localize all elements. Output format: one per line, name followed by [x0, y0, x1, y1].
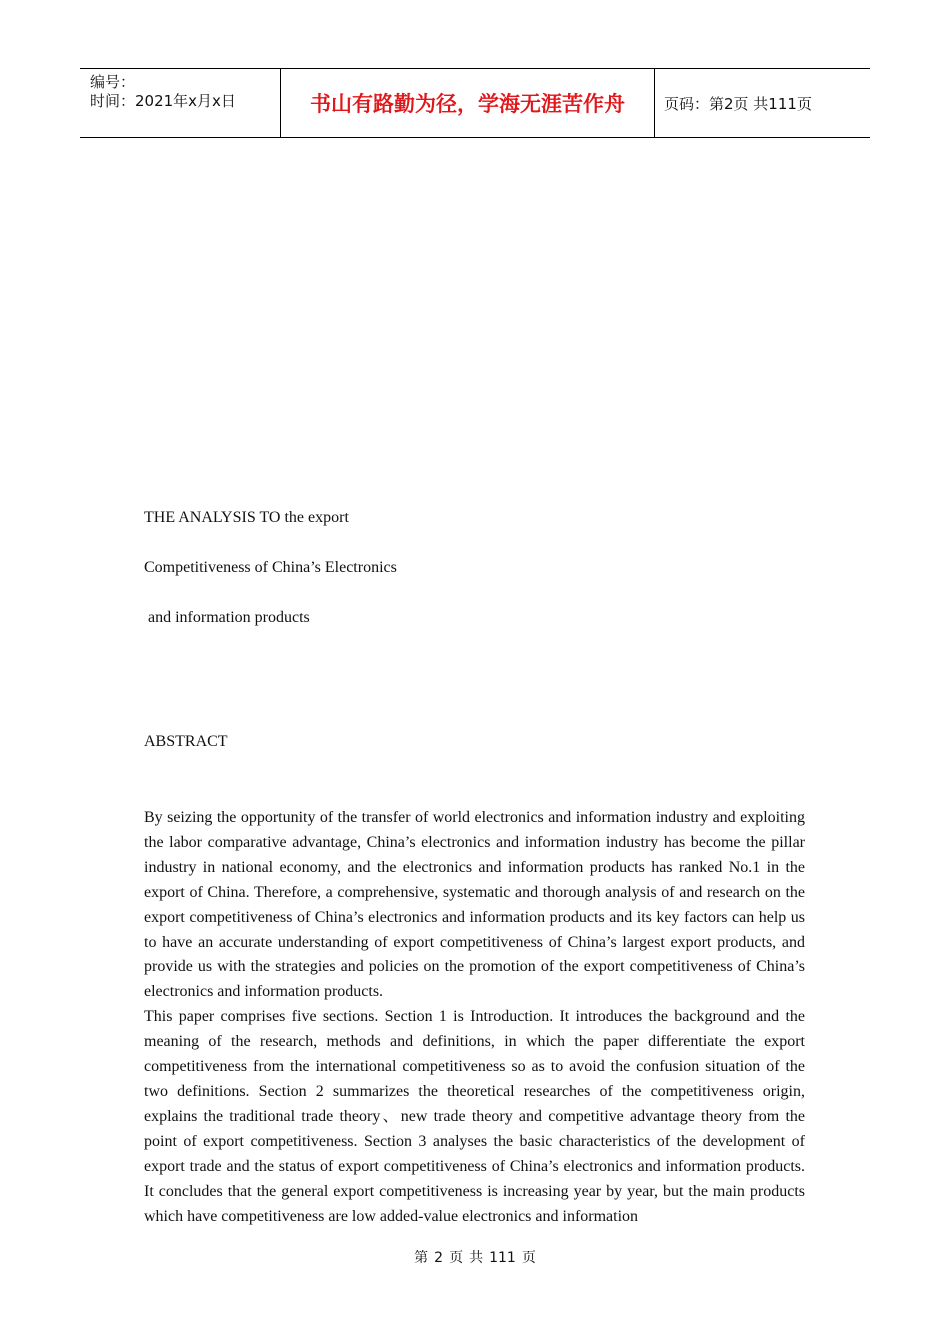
page-footer	[0, 1247, 950, 1267]
footer-total-pages: 111	[489, 1250, 516, 1266]
footer-word-ye-2: 页	[521, 1250, 536, 1266]
header-motto: 书山有路勤为径，学海无涯苦作舟	[281, 69, 655, 137]
footer-word-ye: 页	[449, 1250, 464, 1266]
title-line-3: and information products	[144, 609, 310, 626]
title-line-1: THE ANALYSIS TO the export	[144, 509, 349, 526]
title-line-2: Competitiveness of China’s Electronics	[144, 559, 397, 576]
code-label: 编号：	[90, 73, 136, 91]
footer-word-gong: 共	[469, 1250, 484, 1266]
time-label: 时间：2021年x月x日	[90, 92, 236, 110]
footer-page-number: 2	[434, 1250, 444, 1266]
abstract-paragraph-1: By seizing the opportunity of the transfer of world electronics and information industry and exploiting the labor comparative advantage, China’s electronics and information industry has become the pillar industry in national economy, and the electronics and information products has ranked No.1 in the export of China. Therefore, a comprehensive, systematic and thorough analysis of and research on the export competitiveness of China’s electronics and information products and its key factors can help us to have an accurate understanding of export competitiveness of China’s largest export products, and provide us with the strategies and policies on the promotion of the export competitiveness of China’s electronics and information products.	[144, 809, 805, 1001]
abstract-paragraph-2: This paper comprises five sections. Section 1 is Introduction. It introduces the background and the meaning of the research, methods and definitions, in which the paper differentiate the export competitiveness from the international competitiveness so as to avoid the confusion situation of the two definitions. Section 2 summarizes the theoretical researches of the competitiveness origin, explains the traditional trade theory、new trade theory and competitive advantage theory from the point of export competitiveness. Section 3 analyses the basic characteristics of the development of export trade and the status of export competitiveness of China’s electronics and information products. It concludes that the general export competitiveness is increasing year by year, but the main products which have competitiveness are low added-value electronics and information	[144, 1008, 805, 1225]
header-page-info: 页码：第2页 共111页	[664, 94, 812, 113]
footer-word-di: 第	[414, 1250, 429, 1266]
header-meta-cell	[80, 69, 281, 137]
page-header	[80, 68, 870, 138]
abstract-body	[144, 806, 805, 1229]
abstract-heading: ABSTRACT	[144, 733, 228, 750]
